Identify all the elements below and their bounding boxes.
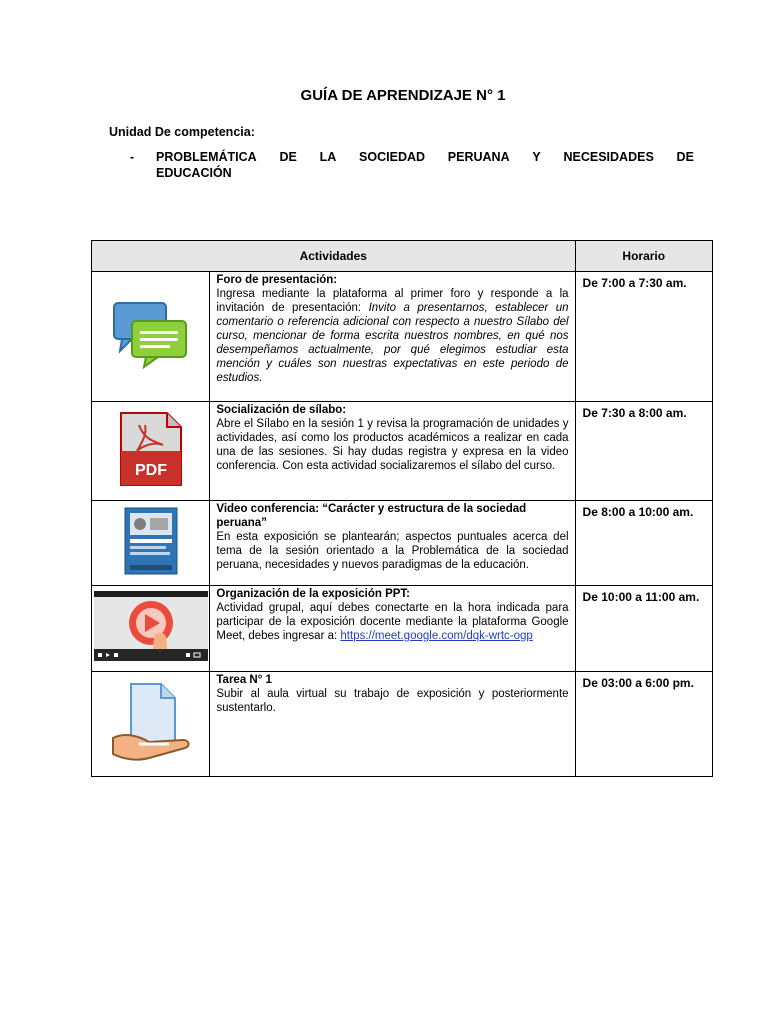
word: NECESIDADES <box>563 150 654 164</box>
book-cover-icon <box>124 507 178 575</box>
activity-body <box>216 601 568 643</box>
activity-cell <box>210 586 575 672</box>
word: PROBLEMÁTICA <box>156 150 257 164</box>
unit-label: Unidad De competencia: <box>109 125 255 139</box>
row-icon-cell <box>92 672 210 777</box>
activity-body: Subir al aula virtual su trabajo de exposición y posteriormente sustentarlo. <box>216 688 569 714</box>
activity-title: Organización de la exposición PPT: <box>216 588 411 600</box>
row-icon-cell <box>92 272 210 402</box>
activity-body: En esta exposición se plantearán; aspectos puntuales acerca del tema de la sesión orientado a la Problemática de la sociedad peruana, necesidades y nuevos paradigmas de la educación. <box>216 531 569 571</box>
word: SOCIEDAD <box>359 150 426 164</box>
competency-line-1 <box>156 149 694 165</box>
pdf-label: PDF <box>134 461 167 479</box>
activity-body-italic: Invito a presentarnos, establecer un comentario o referencia adicional con respecto a nuestro Sílabo del curso, mencionar de forma escrita nuestros nombres, en qué nos desempeñamos actualmente, por qué elegimos estudiar esta mención y cuáles son nuestras expectativas en este periodo de estudios. <box>216 302 569 384</box>
competency-line-2: EDUCACIÓN <box>156 166 232 180</box>
table-row <box>92 586 713 672</box>
header-activities: Actividades <box>92 241 576 272</box>
activity-cell <box>210 402 575 501</box>
row-icon-cell <box>92 586 210 672</box>
word: DE <box>676 150 694 164</box>
activity-title: Video conferencia: “Carácter y estructura de la sociedad peruana” <box>216 503 527 529</box>
schedule-cell: De 8:00 a 10:00 am. <box>575 501 712 586</box>
schedule-cell: De 03:00 a 6:00 pm. <box>575 672 712 777</box>
row-icon-cell <box>92 501 210 586</box>
activity-title: Tarea N° 1 <box>216 674 272 686</box>
row-icon-cell <box>92 402 210 501</box>
activity-body: Abre el Sílabo en la sesión 1 y revisa la programación de unidades y actividades, así como los productos académicos a realizar en cada una de las sesiones. Si hay dudas registra y expresa en la video conferencia. Con esta actividad socializaremos el sílabo del curso. <box>216 418 569 472</box>
activity-title: Foro de presentación: <box>216 274 338 286</box>
activity-title: Socialización de sílabo: <box>216 404 347 416</box>
activity-body-text: Ingresa mediante la plataforma al primer foro y responde a la invitación de presentación: <box>216 288 569 314</box>
activity-cell <box>210 272 575 402</box>
schedule-cell: De 7:30 a 8:00 am. <box>575 402 712 501</box>
word: DE <box>279 150 297 164</box>
activities-table <box>91 240 713 777</box>
video-player-icon <box>94 587 208 665</box>
activity-body <box>216 287 568 385</box>
competency-item <box>156 149 694 181</box>
activity-body-text: Actividad grupal, aquí debes conectarte en la hora indicada para participar de la exposición docente mediante la plataforma Google Meet, debes ingresar a: <box>216 602 569 642</box>
schedule-cell: De 7:00 a 7:30 am. <box>575 272 712 402</box>
chat-bubbles-icon <box>106 299 196 369</box>
table-row <box>92 501 713 586</box>
table-row <box>92 272 713 402</box>
activity-cell <box>210 501 575 586</box>
table-row <box>92 672 713 777</box>
meet-link[interactable]: https://meet.google.com/dqk-wrtc-ogp <box>340 630 533 642</box>
table-header-row <box>92 241 713 272</box>
activity-cell <box>210 672 575 777</box>
pdf-file-icon <box>119 411 183 487</box>
header-schedule: Horario <box>575 241 712 272</box>
hand-document-icon <box>109 680 193 764</box>
word: PERUANA <box>447 150 510 164</box>
page-title: GUÍA DE APRENDIZAJE N° 1 <box>300 87 506 104</box>
schedule-cell: De 10:00 a 11:00 am. <box>575 586 712 672</box>
word: Y <box>532 150 541 164</box>
table-row <box>92 402 713 501</box>
bullet-dash: - <box>130 150 135 164</box>
word: LA <box>319 150 337 164</box>
